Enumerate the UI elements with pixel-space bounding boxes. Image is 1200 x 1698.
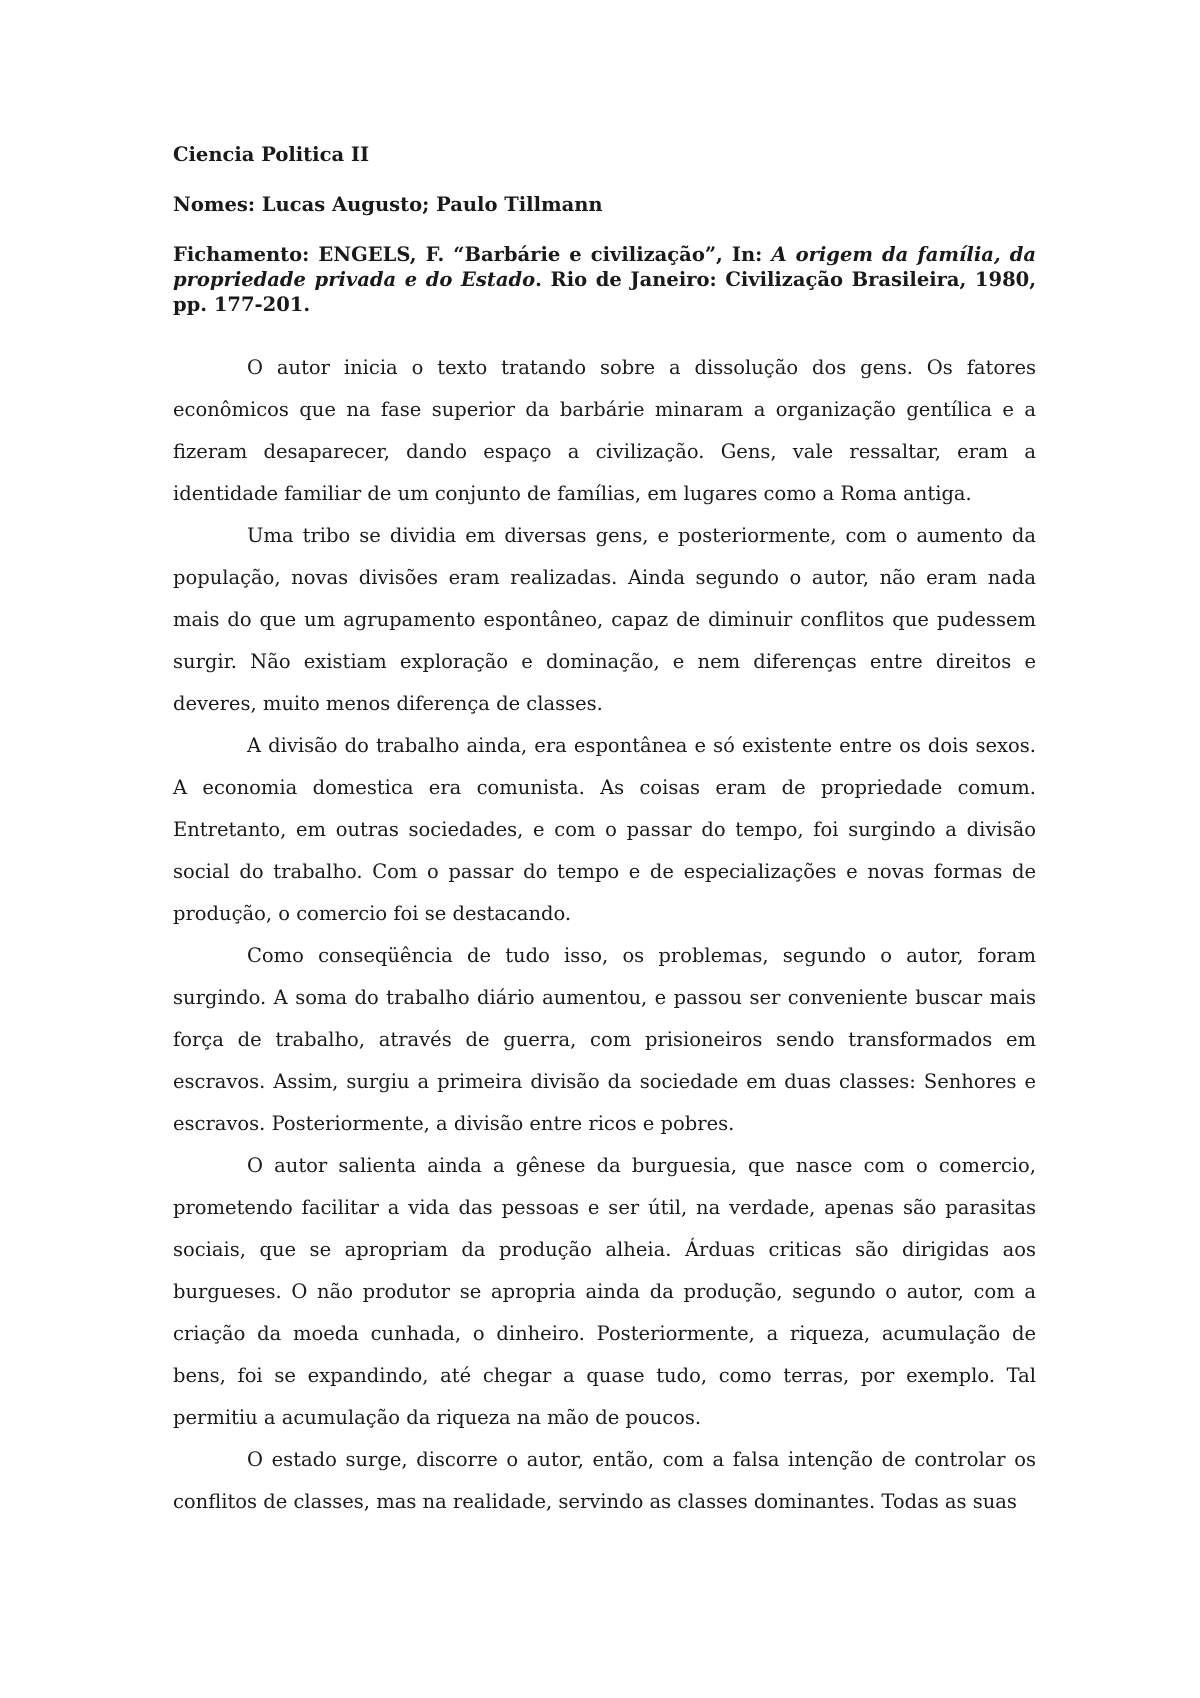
student-names: Nomes: Lucas Augusto; Paulo Tillmann — [173, 193, 603, 216]
reference-suffix: . Rio de Janeiro: Civilização Brasileira, 1980, pp. 177-201. — [173, 268, 1036, 316]
course-title: Ciencia Politica II — [173, 143, 370, 166]
document-page — [173, 142, 1036, 1523]
paragraph-5: O autor salienta ainda a gênese da burguesia, que nasce com o comercio, prometendo facilitar a vida das pessoas e ser útil, na verdade, apenas são parasitas sociais, que se apropriam da produção alheia. Árduas criticas são dirigidas aos burgueses. O não produtor se apropria ainda da produção, segundo o autor, com a criação da moeda cunhada, o dinheiro. Posteriormente, a riqueza, acumulação de bens, foi se expandindo, até chegar a quase tudo, como terras, por exemplo. Tal permitiu a acumulação da riqueza na mão de poucos. — [173, 1154, 1036, 1429]
summary-body — [173, 347, 1036, 1523]
paragraph-1: O autor inicia o texto tratando sobre a dissolução dos gens. Os fatores econômicos que na fase superior da barbárie minaram a organização gentílica e a fizeram desaparecer, dando espaço a civilização. Gens, vale ressaltar, eram a identidade familiar de um conjunto de famílias, em lugares como a Roma antiga. — [173, 356, 1036, 505]
paragraph-3: A divisão do trabalho ainda, era espontânea e só existente entre os dois sexos. A economia domestica era comunista. As coisas eram de propriedade comum. Entretanto, em outras sociedades, e com o passar do tempo, foi surgindo a divisão social do trabalho. Com o passar do tempo e de especializações e novas formas de produção, o comercio foi se destacando. — [173, 734, 1036, 925]
reference-prefix: Fichamento: ENGELS, F. “Barbárie e civilização”, In: — [173, 243, 772, 266]
bibliographic-reference — [173, 242, 1036, 317]
reference-work-title: A origem da família, da propriedade privada e do Estado — [173, 243, 1036, 291]
paragraph-6: O estado surge, discorre o autor, então, com a falsa intenção de controlar os conflitos de classes, mas na realidade, servindo as classes dominantes. Todas as suas — [173, 1448, 1036, 1513]
paragraph-4: Como conseqüência de tudo isso, os problemas, segundo o autor, foram surgindo. A soma do trabalho diário aumentou, e passou ser conveniente buscar mais força de trabalho, através de guerra, com prisioneiros sendo transformados em escravos. Assim, surgiu a primeira divisão da sociedade em duas classes: Senhores e escravos. Posteriormente, a divisão entre ricos e pobres. — [173, 944, 1036, 1135]
paragraph-2: Uma tribo se dividia em diversas gens, e posteriormente, com o aumento da população, novas divisões eram realizadas. Ainda segundo o autor, não eram nada mais do que um agrupamento espontâneo, capaz de diminuir conflitos que pudessem surgir. Não existiam exploração e dominação, e nem diferenças entre direitos e deveres, muito menos diferença de classes. — [173, 524, 1036, 715]
